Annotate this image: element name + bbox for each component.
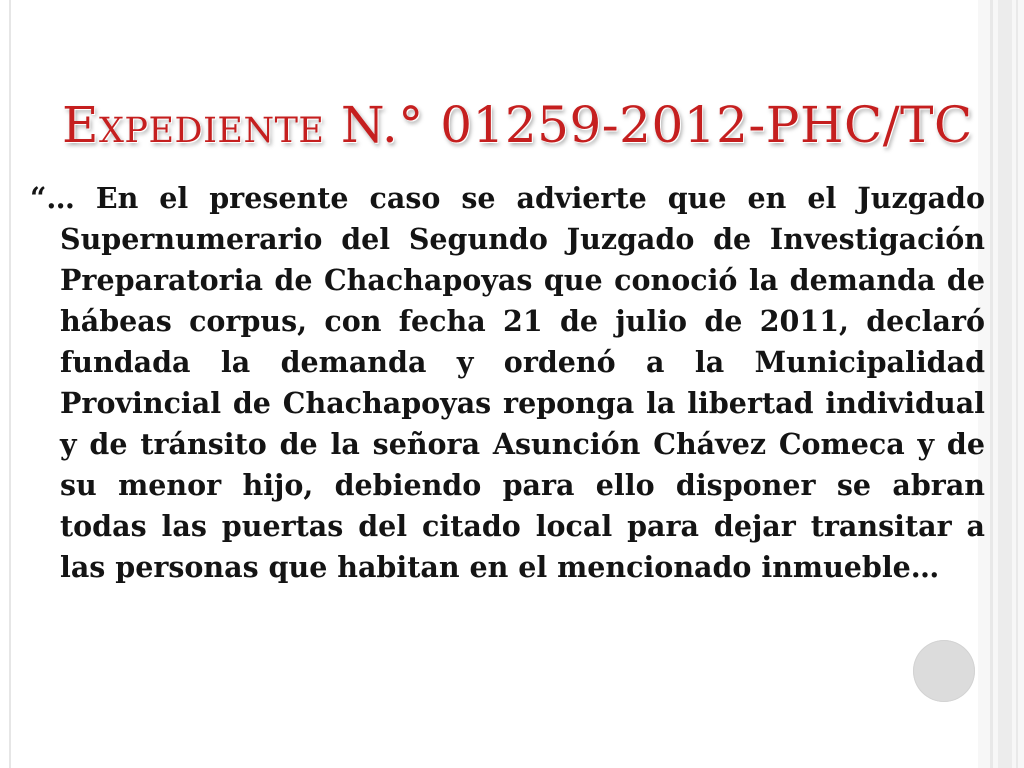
- quote-text: “… En el presente caso se advierte que en el Juzgado Supernumerario del Segundo Juzgado de Investigación Preparatoria de Chachapoyas que conoció la demanda de hábeas corpus, con fecha 21 de julio de 2011, declaró fundada la demanda y ordenó a la Municipalidad Provincial de Chachapoyas reponga la libertad individual y de tránsito de la señora Asunción Chávez Comeca y de su menor hijo, debiendo para ello disponer se abran todas las puertas del citado local para dejar transitar a las personas que habitan en el mencionado inmueble…: [30, 181, 985, 584]
- decorative-stripe: [1016, 0, 1018, 768]
- decorative-stripe: [990, 0, 993, 768]
- decorative-stripe: [998, 0, 1012, 768]
- decorative-circle: [913, 640, 975, 702]
- left-divider-line: [9, 0, 11, 768]
- slide-title: Expediente N.° 01259-2012-PHC/TC: [62, 96, 973, 154]
